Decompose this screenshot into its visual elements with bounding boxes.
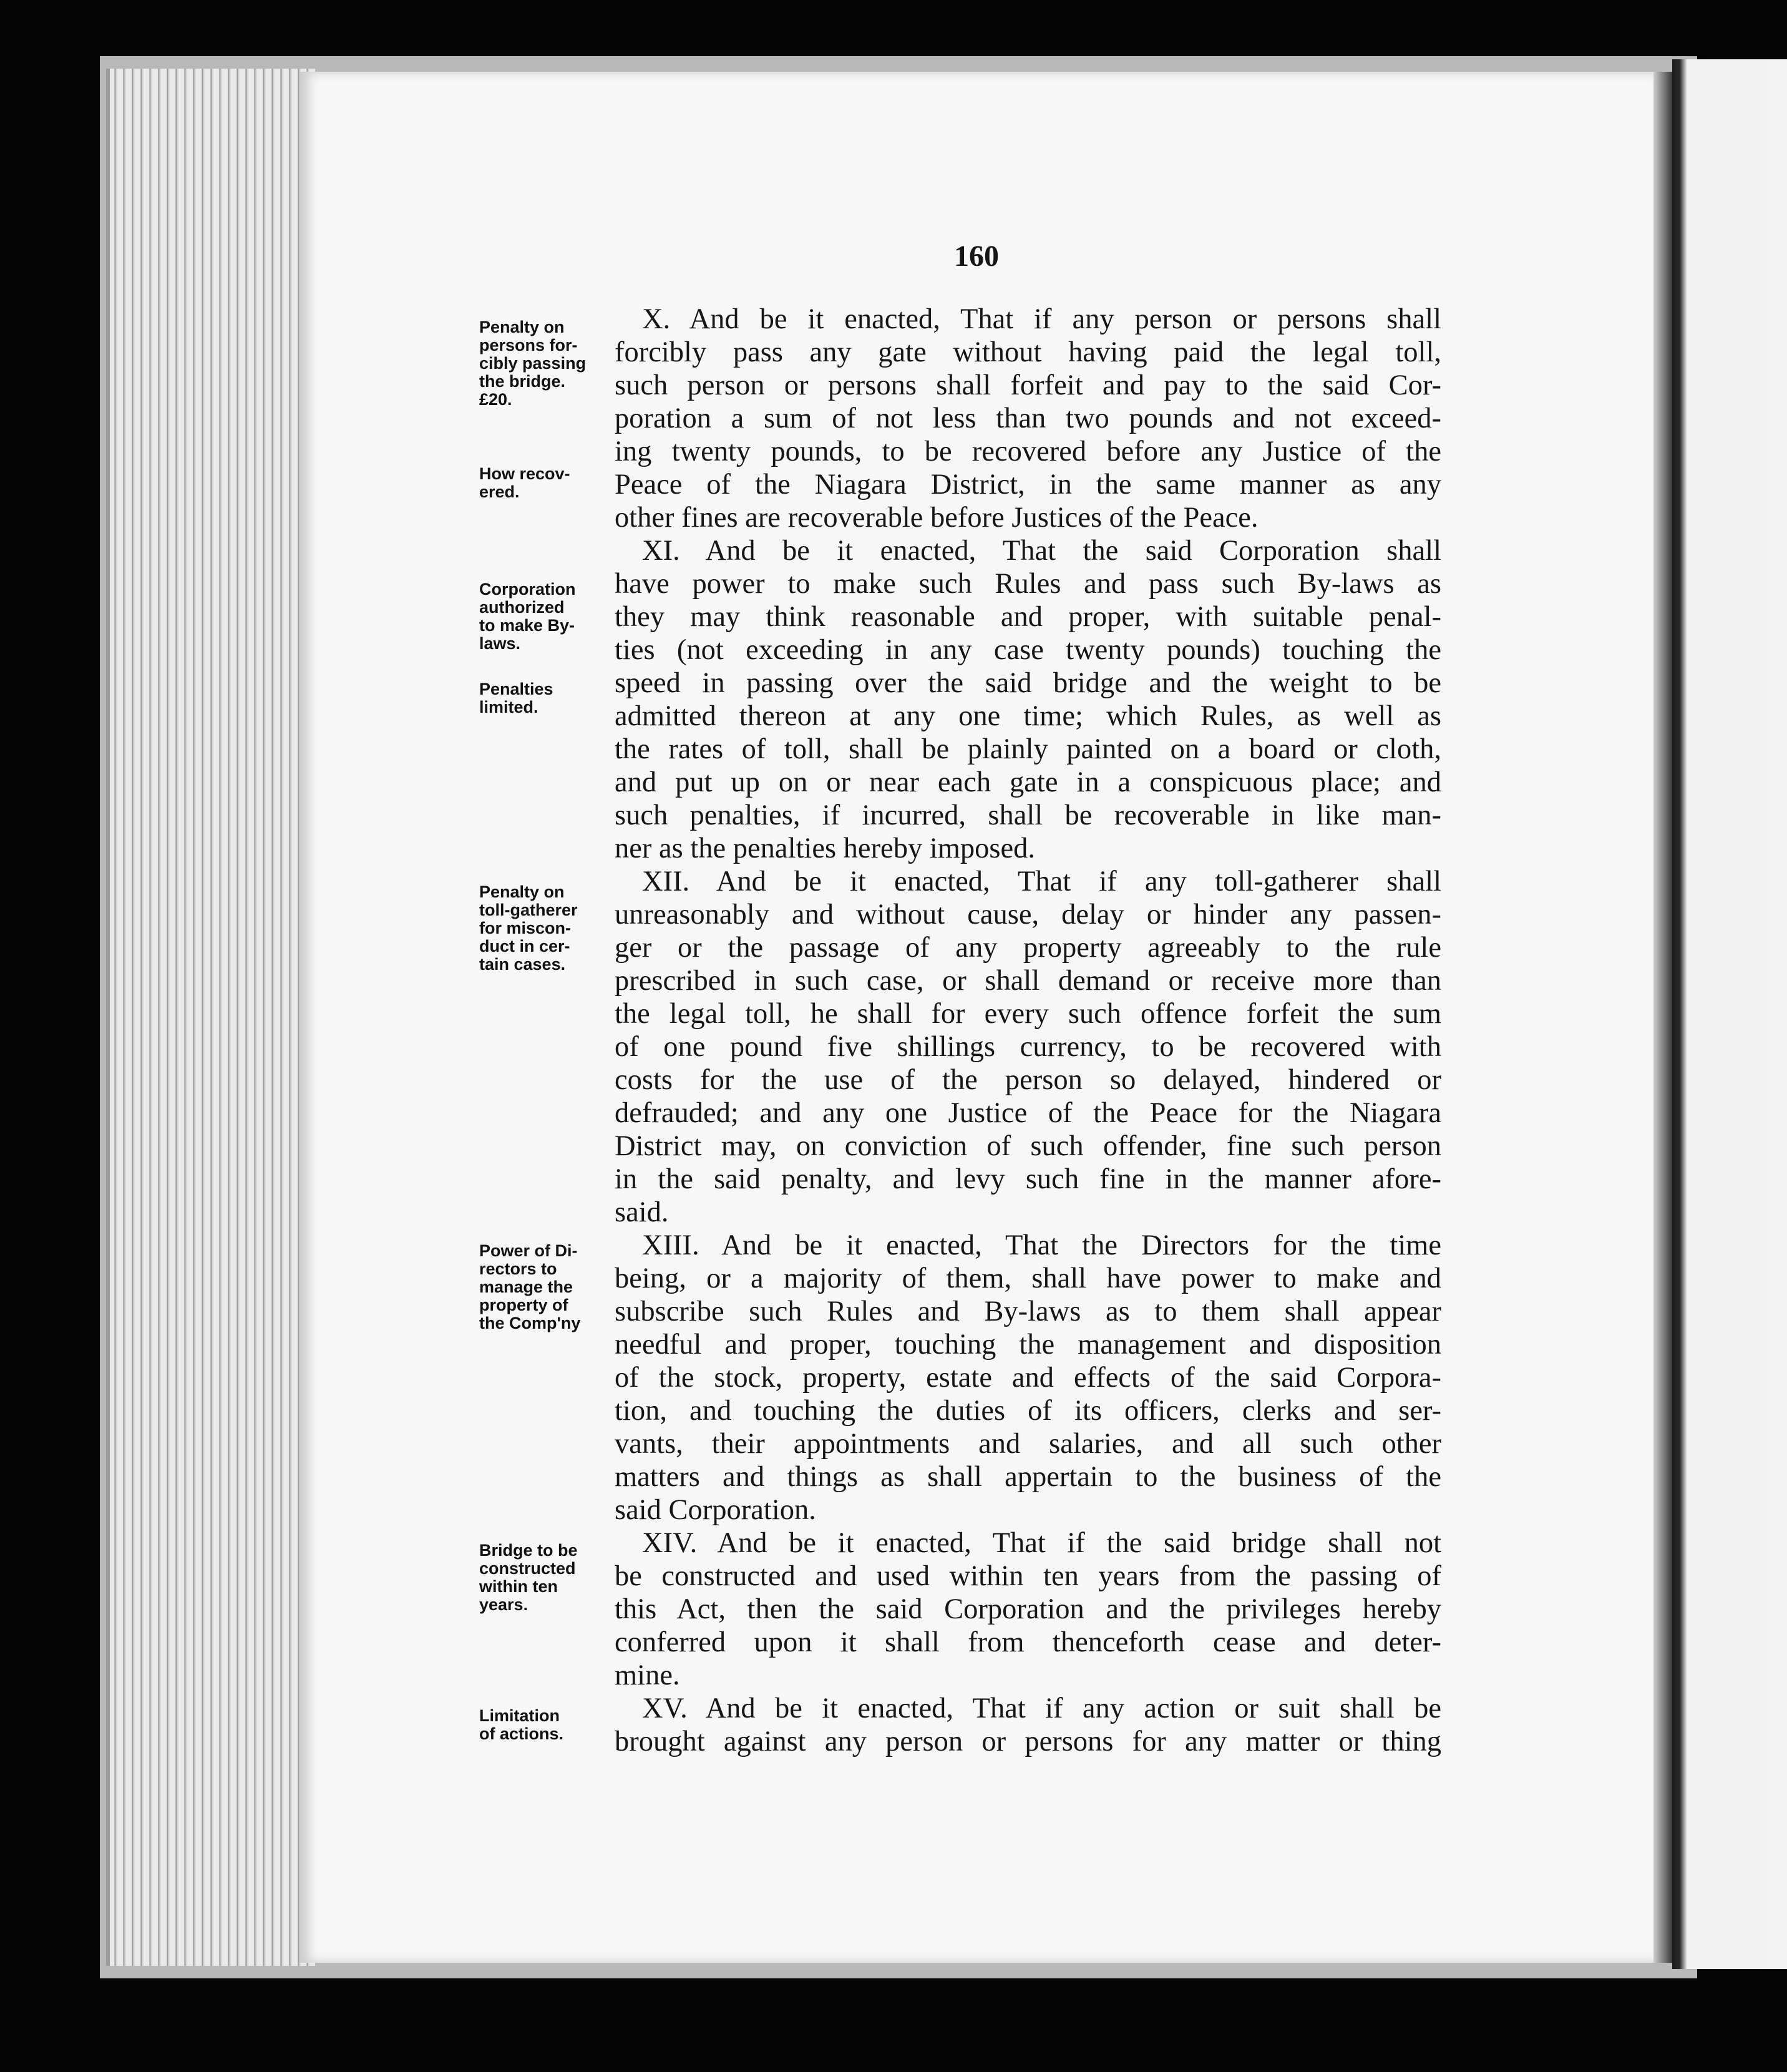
margin-note-line: limited. xyxy=(479,698,538,716)
margin-note-bridge-constructed xyxy=(479,1542,610,1614)
margin-note-limitation-of-actions xyxy=(479,1707,610,1743)
margin-note-line: toll-gatherer xyxy=(479,901,578,919)
body-line: admitted thereon at any one time; which Rules, as well as xyxy=(615,700,1441,732)
body-line: XI. And be it enacted, That the said Corporation shall xyxy=(642,535,1441,567)
margin-note-line: £20. xyxy=(479,390,512,409)
margin-note-line: ered. xyxy=(479,482,520,501)
margin-note-line: persons for- xyxy=(479,336,578,354)
margin-note-line: laws. xyxy=(479,634,521,653)
margin-note-line: tain cases. xyxy=(479,955,566,974)
body-line: said. xyxy=(615,1196,669,1228)
margin-note-line: within ten xyxy=(479,1577,558,1596)
body-line: XIV. And be it enacted, That if the said bridge shall not xyxy=(642,1527,1441,1559)
body-line: conferred upon it shall from thenceforth cease and deter- xyxy=(615,1626,1441,1658)
margin-note-line: rectors to xyxy=(479,1259,557,1278)
body-line: X. And be it enacted, That if any person or persons shall xyxy=(642,303,1441,335)
body-line: XIII. And be it enacted, That the Directors for the time xyxy=(642,1229,1441,1261)
margin-note-line: to make By- xyxy=(479,616,575,635)
body-line: prescribed in such case, or shall demand or receive more than xyxy=(615,965,1441,997)
margin-note-line: cibly passing xyxy=(479,354,587,373)
margin-note-toll-gatherer xyxy=(479,883,610,974)
body-line: such penalties, if incurred, shall be recoverable in like man- xyxy=(615,799,1441,831)
body-line: subscribe such Rules and By-laws as to them shall appear xyxy=(615,1296,1441,1327)
body-line: ner as the penalties hereby imposed. xyxy=(615,833,1036,864)
body-line: XV. And be it enacted, That if any action or suit shall be xyxy=(642,1693,1441,1724)
body-line: of the stock, property, estate and effects of the said Corpora- xyxy=(615,1362,1441,1394)
margin-note-line: How recov- xyxy=(479,464,570,483)
margin-note-penalty-forcibly-passing xyxy=(479,318,610,409)
body-line: vants, their appointments and salaries, and all such other xyxy=(615,1428,1441,1460)
body-line: of one pound five shillings currency, to be recovered with xyxy=(615,1031,1441,1063)
body-line: ger or the passage of any property agreeably to the rule xyxy=(615,932,1441,964)
body-line: such person or persons shall forfeit and pay to the said Cor- xyxy=(615,369,1441,401)
margin-note-line: Bridge to be xyxy=(479,1541,578,1560)
margin-note-line: for miscon- xyxy=(479,919,572,937)
margin-note-line: property of xyxy=(479,1296,568,1314)
margin-note-line: years. xyxy=(479,1595,528,1614)
body-line: tion, and touching the duties of its officers, clerks and ser- xyxy=(615,1395,1441,1427)
body-line: defrauded; and any one Justice of the Peace for the Niagara xyxy=(615,1097,1441,1129)
page-edges xyxy=(106,69,316,1966)
margin-note-line: Power of Di- xyxy=(479,1241,578,1260)
margin-note-how-recovered xyxy=(479,465,610,501)
body-line: mine. xyxy=(615,1659,680,1691)
margin-note-line: Corporation xyxy=(479,580,576,599)
body-line: said Corporation. xyxy=(615,1494,816,1526)
body-line: the legal toll, he shall for every such offence forfeit the sum xyxy=(615,998,1441,1030)
page-number: 160 xyxy=(954,240,999,273)
book-gutter xyxy=(1653,72,1672,1963)
body-line: unreasonably and without cause, delay or hinder any passen- xyxy=(615,899,1441,931)
body-line: ing twenty pounds, to be recovered before any Justice of the xyxy=(615,436,1441,467)
body-line: the rates of toll, shall be plainly painted on a board or cloth, xyxy=(615,733,1441,765)
margin-note-line: Limitation xyxy=(479,1706,560,1725)
statute-text xyxy=(615,303,1441,1758)
body-line: ties (not exceeding in any case twenty pounds) touching the xyxy=(615,634,1441,666)
body-line: this Act, then the said Corporation and the privileges hereby xyxy=(615,1593,1441,1625)
body-line: speed in passing over the said bridge and the weight to be xyxy=(615,667,1441,699)
body-line: brought against any person or persons for any matter or thing xyxy=(615,1726,1441,1757)
body-line: being, or a majority of them, shall have power to make and xyxy=(615,1263,1441,1294)
margin-note-line: constructed xyxy=(479,1559,576,1578)
body-line: forcibly pass any gate without having paid the legal toll, xyxy=(615,336,1441,368)
body-line: other fines are recoverable before Justices of the Peace. xyxy=(615,502,1259,534)
body-line: have power to make such Rules and pass such By-laws as xyxy=(615,568,1441,600)
margin-note-line: Penalty on xyxy=(479,318,565,336)
margin-note-power-of-directors xyxy=(479,1242,610,1332)
body-line: in the said penalty, and levy such fine in the manner afore- xyxy=(615,1163,1441,1195)
body-line: and put up on or near each gate in a conspicuous place; and xyxy=(615,766,1441,798)
margin-note-line: authorized xyxy=(479,598,565,617)
body-line: be constructed and used within ten years from the passing of xyxy=(615,1560,1441,1592)
body-line: XII. And be it enacted, That if any toll-gatherer shall xyxy=(642,866,1441,897)
body-line: District may, on conviction of such offender, fine such person xyxy=(615,1130,1441,1162)
margin-note-line: Penalty on xyxy=(479,882,565,901)
body-line: poration a sum of not less than two pounds and not exceed- xyxy=(615,403,1441,434)
margin-note-line: of actions. xyxy=(479,1724,564,1743)
margin-note-line: manage the xyxy=(479,1278,573,1296)
body-line: they may think reasonable and proper, with suitable penal- xyxy=(615,601,1441,633)
margin-note-line: the Comp'ny xyxy=(479,1314,581,1332)
margin-note-line: duct in cer- xyxy=(479,937,570,955)
margin-note-line: Penalties xyxy=(479,680,553,698)
body-line: Peace of the Niagara District, in the same manner as any xyxy=(615,469,1441,501)
margin-note-line: the bridge. xyxy=(479,372,566,391)
body-line: matters and things as shall appertain to the business of the xyxy=(615,1461,1441,1493)
margin-note-penalties-limited xyxy=(479,680,610,716)
facing-page xyxy=(1672,59,1787,1969)
body-line: costs for the use of the person so delayed, hindered or xyxy=(615,1064,1441,1096)
body-line: needful and proper, touching the management and disposition xyxy=(615,1329,1441,1361)
margin-note-corporation-bylaws xyxy=(479,580,610,653)
